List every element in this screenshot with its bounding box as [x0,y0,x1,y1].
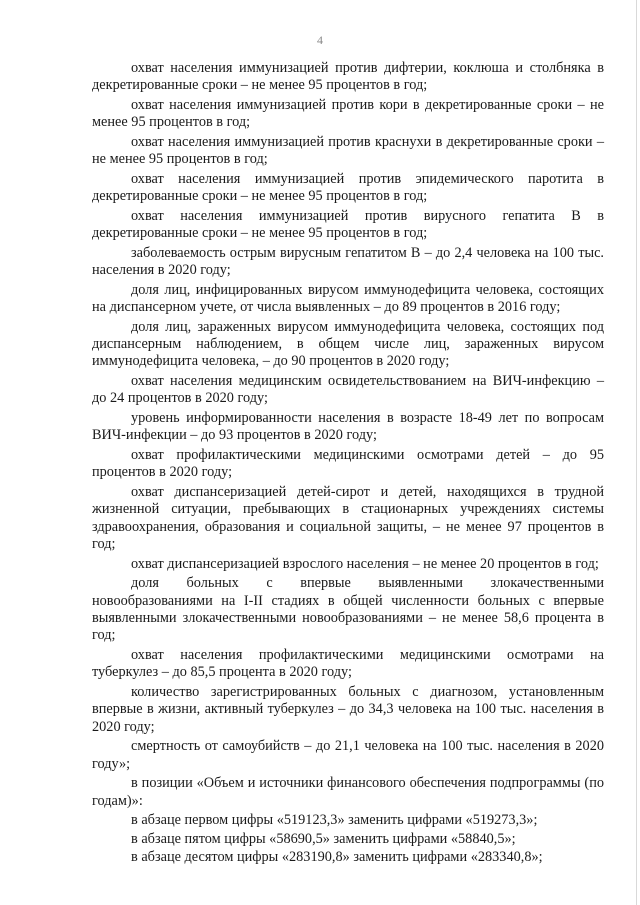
amendment-item: в абзаце пятом цифры «58690,5» заменить цифрами «58840,5»; [131,830,516,847]
paragraph: охват населения профилактическими медицинскими осмотрами на туберкулез – до 85,5 процента в 2020 году; [92,646,604,681]
paragraph: количество зарегистрированных больных с диагнозом, установленным впервые в жизни, активный туберкулез – до 34,3 человека на 100 тыс. населения в 2020 году; [92,683,604,735]
paragraph: охват населения иммунизацией против кори в декретированные сроки – не менее 95 процентов в год; [92,96,604,131]
page-number: 4 [317,33,323,47]
document-body [92,60,604,867]
paragraph: охват диспансеризацией взрослого населения – не менее 20 процентов в год; [131,555,599,572]
paragraph: охват населения иммунизацией против вирусного гепатита В в декретированные сроки – не менее 95 процентов в год; [92,207,604,242]
paragraph: охват профилактическими медицинскими осмотрами детей – до 95 процентов в 2020 году; [92,447,604,481]
paragraph: доля лиц, зараженных вирусом иммунодефицита человека, состоящих под диспансерным наблюдением, в общем числе лиц, зараженных вирусом иммунодефицита человека, – до 90 процентов в 2020 году; [92,318,604,370]
paragraph: смертность от самоубийств – до 21,1 человека на 100 тыс. населения в 2020 году»; [92,738,604,772]
paragraph: охват населения медицинским освидетельствованием на ВИЧ-инфекцию – до 24 процентов в 2020 году; [92,373,604,407]
scan-edge-line [636,0,637,905]
paragraph: охват диспансеризацией детей-сирот и детей, находящихся в трудной жизненной ситуации, пребывающих в стационарных учреждениях системы здравоохранения, образования и социальной защиты, – не менее 97 процентов в год; [92,484,604,553]
paragraph: заболеваемость острым вирусным гепатитом В – до 2,4 человека на 100 тыс. населения в 2020 году; [92,244,604,279]
amendment-item: в абзаце первом цифры «519123,3» заменить цифрами «519273,3»; [131,812,538,829]
paragraph: уровень информированности населения в возрасте 18-49 лет по вопросам ВИЧ-инфекции – до 93 процентов в 2020 году; [92,410,604,444]
amendment-item: в абзаце десятом цифры «283190,8» заменить цифрами «283340,8»; [131,848,543,865]
paragraph: охват населения иммунизацией против эпидемического паротита в декретированные сроки – не менее 95 процентов в год; [92,170,604,205]
paragraph: в позиции «Объем и источники финансового обеспечения подпрограммы (по годам)»: [92,775,604,809]
paragraph: охват населения иммунизацией против краснухи в декретированные сроки – не менее 95 процентов в год; [92,133,604,168]
paragraph: охват населения иммунизацией против дифтерии, коклюша и столбняка в декретированные сроки – не менее 95 процентов в год; [92,60,604,94]
paragraph: доля больных с впервые выявленными злокачественными новообразованиями на I-II стадиях в общей численности больных с впервые выявленными злокачественными новообразованиями – не менее 58,6 процента в год; [92,575,604,644]
paragraph: доля лиц, инфицированных вирусом иммунодефицита человека, состоящих на диспансерном учете, от числа выявленных – до 89 процентов в 2016 году; [92,281,604,316]
